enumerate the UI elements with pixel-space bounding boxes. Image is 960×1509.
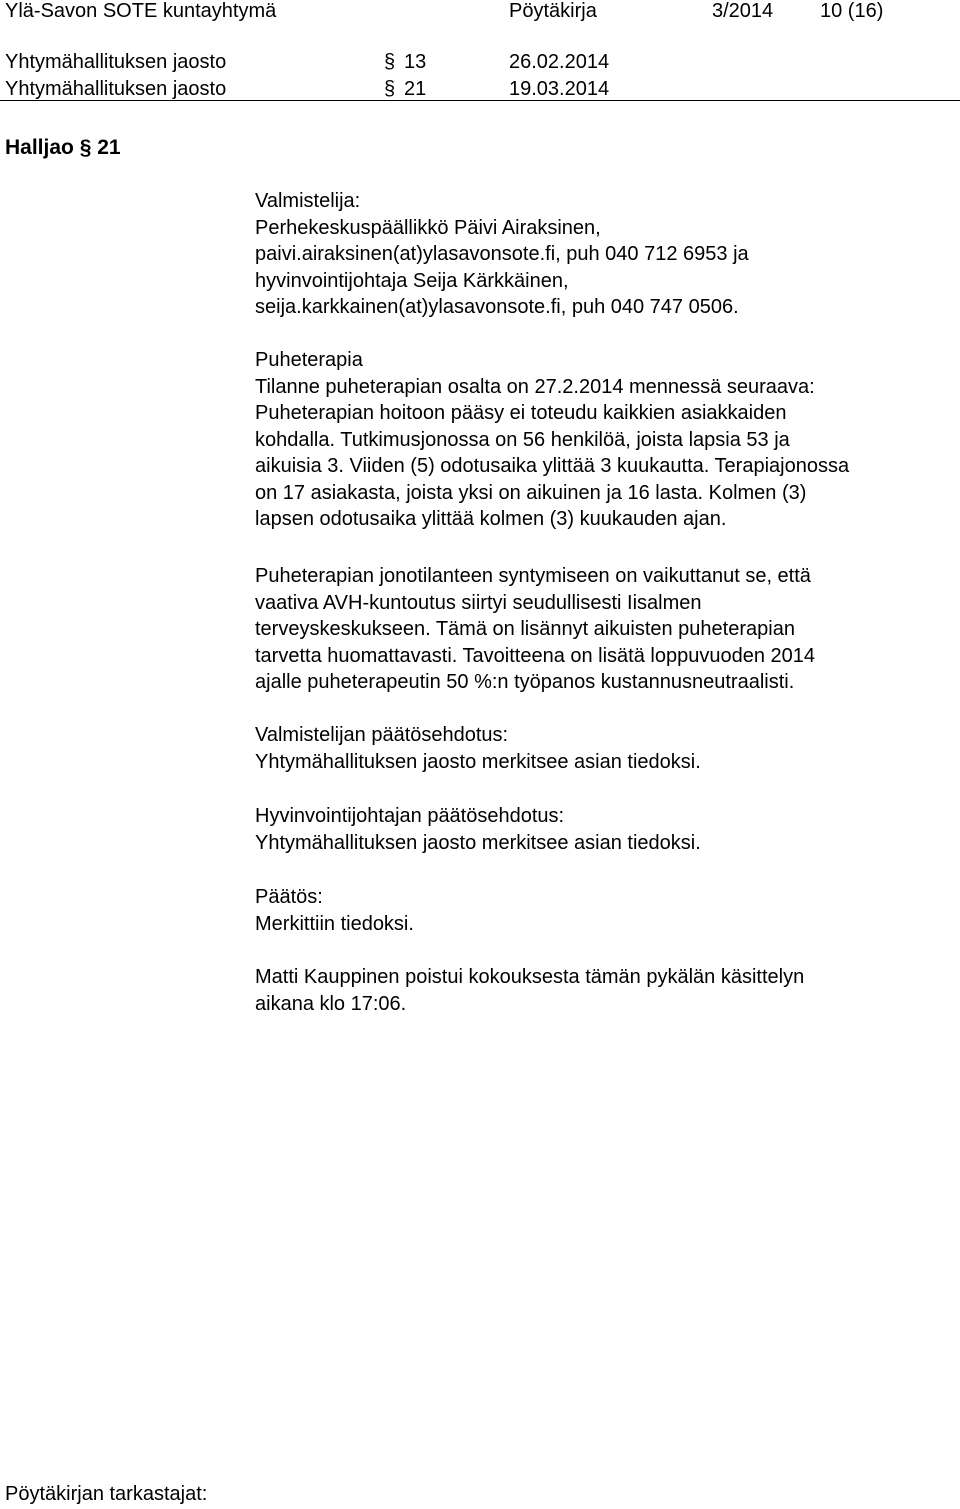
meeting-date-1: 26.02.2014 (509, 51, 610, 73)
section-title: Halljao § 21 (5, 136, 121, 159)
paragraph-line: lapsen odotusaika ylittää kolmen (3) kuukauden ajan. (255, 508, 727, 530)
preparer-proposal-label: Valmistelijan päätösehdotus: (255, 724, 509, 746)
preparer-line: paivi.airaksinen(at)ylasavonsote.fi, puh 040 712 6953 ja (255, 243, 749, 265)
doc-type: Pöytäkirja (509, 0, 597, 22)
topic-heading: Puheterapia (255, 349, 363, 371)
page-number: 10 (16) (820, 0, 884, 22)
decision-text: Merkittiin tiedoksi. (255, 912, 414, 935)
preparer-proposal (255, 722, 701, 775)
decision-label: Päätös: (255, 886, 323, 908)
director-proposal-text: Yhtymähallituksen jaosto merkitsee asian tiedoksi. (255, 831, 701, 854)
minutes-checkers-label: Pöytäkirjan tarkastajat: (5, 1483, 208, 1505)
paragraph-line: terveyskeskukseen. Tämä on lisännyt aikuisten puheterapian (255, 618, 795, 640)
preparer-label: Valmistelija: (255, 190, 361, 212)
header-divider (0, 100, 960, 101)
meeting-body-1: Yhtymähallituksen jaosto (5, 51, 227, 73)
meeting-body-2: Yhtymähallituksen jaosto (5, 78, 227, 100)
preparer-line: hyvinvointijohtaja Seija Kärkkäinen, (255, 269, 569, 292)
paragraph-line: on 17 asiakasta, joista yksi on aikuinen ja 16 lasta. Kolmen (3) (255, 481, 807, 504)
paragraph-line: vaativa AVH-kuntoutus siirtyi seudullisesti Iisalmen (255, 591, 702, 614)
paragraph-line: Tilanne puheterapian osalta on 27.2.2014 mennessä seuraava: (255, 375, 815, 398)
director-proposal-label: Hyvinvointijohtajan päätösehdotus: (255, 805, 565, 827)
preparer-block (255, 188, 749, 321)
doc-number: 3/2014 (712, 0, 774, 22)
org-name: Ylä-Savon SOTE kuntayhtymä (5, 0, 277, 22)
section-sign-1: § (384, 51, 396, 73)
meeting-number-2: 21 (404, 78, 427, 100)
note-line: aikana klo 17:06. (255, 992, 407, 1015)
decision (255, 884, 414, 937)
section-sign-2: § (384, 78, 396, 100)
paragraph-line: ajalle puheterapeutin 50 %:n työpanos kustannusneutraalisti. (255, 671, 795, 693)
paragraph-line: kohdalla. Tutkimusjonossa on 56 henkilöä, joista lapsia 53 ja (255, 428, 790, 451)
meeting-number-1: 13 (404, 51, 427, 73)
meeting-date-2: 19.03.2014 (509, 78, 610, 100)
topic-block (255, 347, 849, 533)
preparer-line: Perhekeskuspäällikkö Päivi Airaksinen, (255, 216, 601, 239)
paragraph-line: tarvetta huomattavasti. Tavoitteena on lisätä loppuvuoden 2014 (255, 644, 816, 667)
attendance-note (255, 964, 804, 1017)
note-line: Matti Kauppinen poistui kokouksesta tämän pykälän käsittelyn (255, 966, 805, 988)
preparer-proposal-text: Yhtymähallituksen jaosto merkitsee asian tiedoksi. (255, 750, 701, 773)
paragraph-line: Puheterapian hoitoon pääsy ei toteudu kaikkien asiakkaiden (255, 402, 787, 424)
paragraph-line: aikuisia 3. Viiden (5) odotusaika ylittää 3 kuukautta. Terapiajonossa (255, 455, 850, 477)
preparer-line: seija.karkkainen(at)ylasavonsote.fi, puh 040 747 0506. (255, 296, 739, 318)
director-proposal (255, 803, 701, 856)
paragraph-2 (255, 563, 815, 696)
paragraph-line: Puheterapian jonotilanteen syntymiseen on vaikuttanut se, että (255, 565, 811, 587)
